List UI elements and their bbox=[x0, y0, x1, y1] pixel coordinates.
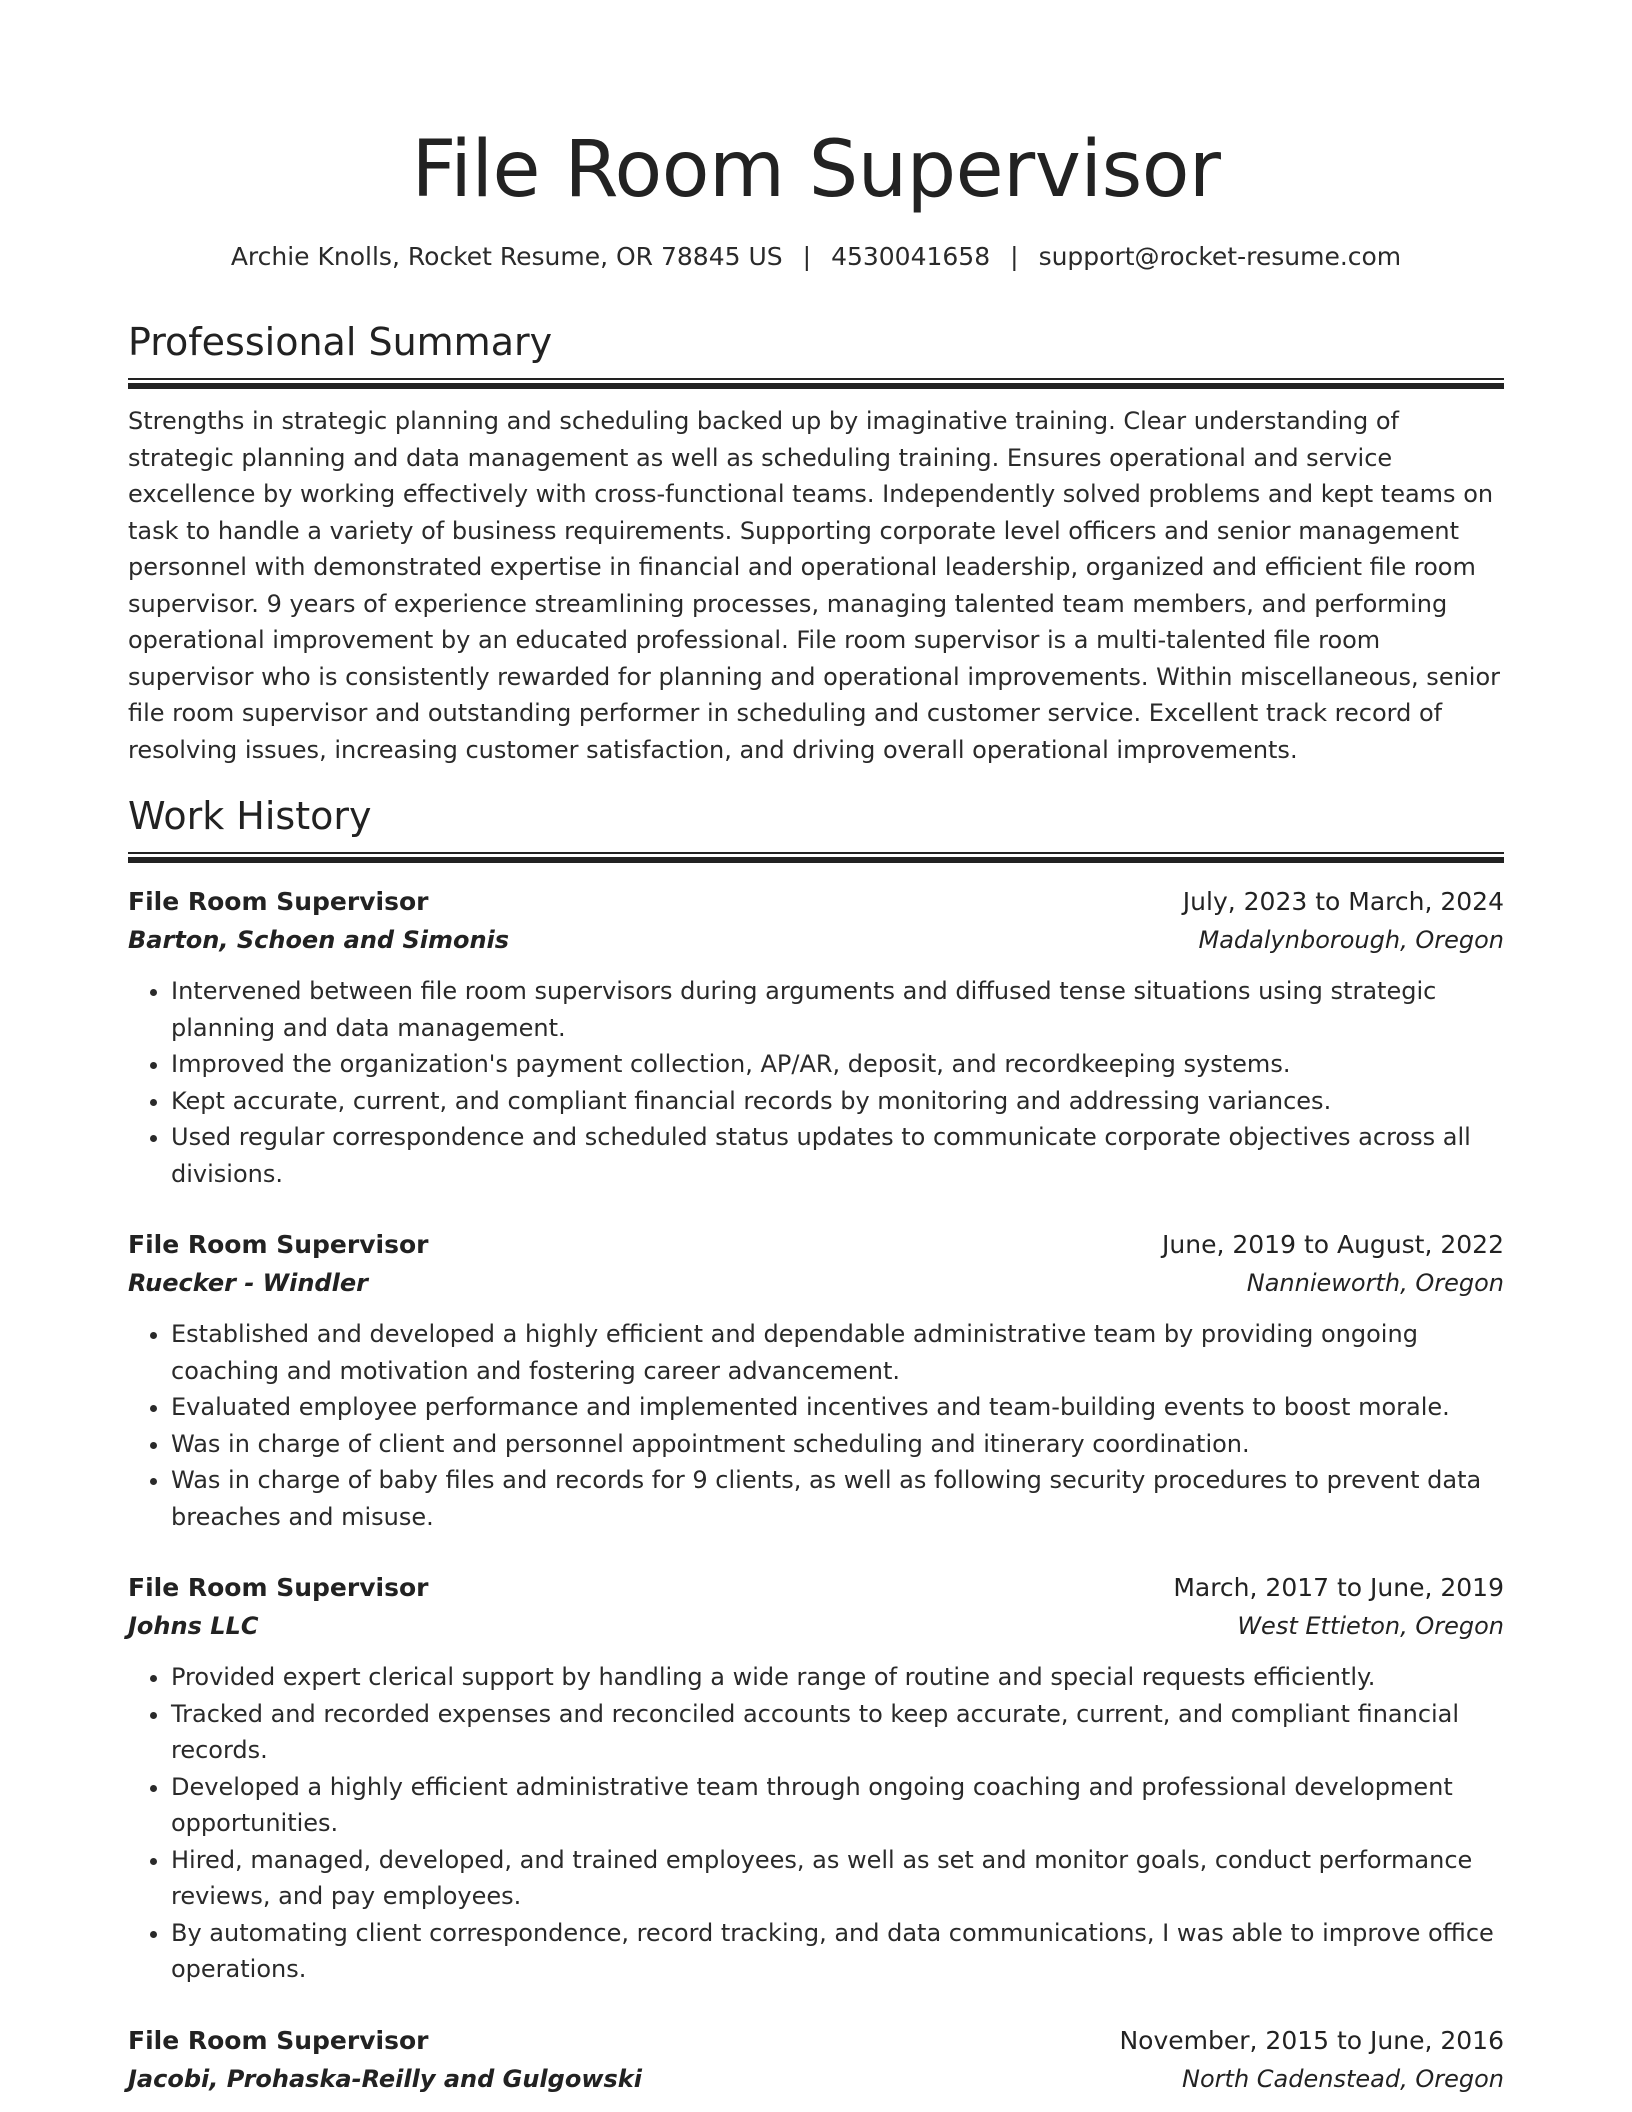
job-dates: June, 2019 to August, 2022 bbox=[1162, 1230, 1504, 1259]
job-entry bbox=[128, 883, 1504, 1192]
job-entry bbox=[128, 1226, 1504, 1535]
section-divider bbox=[128, 378, 1504, 389]
job-dates: November, 2015 to June, 2016 bbox=[1119, 2025, 1504, 2055]
job-bullet-list bbox=[128, 973, 1504, 1192]
professional-summary-section bbox=[128, 318, 1504, 768]
job-bullet: • Was in charge of baby files and records for 9 clients, as well as following security procedures to prevent data breaches and misuse. bbox=[171, 1462, 1504, 1535]
summary-paragraph: Strengths in strategic planning and scheduling backed up by imaginative training. Clear understanding of strategic planning and data management as well as scheduling training. Ensures operational and service excellence by working effectively with cross-functional teams. Independently solved problems and kept teams on task to handle a variety of business requirements. Supporting corporate level officers and senior management personnel with demonstrated expertise in financial and operational leadership, organized and efficient file room supervisor. 9 years of experience streamlining processes, managing talented team members, and performing operational improvement by an educated professional. File room supervisor is a multi-talented file room supervisor who is consistently rewarded for planning and operational improvements. Within miscellaneous, senior file room supervisor and outstanding performer in scheduling and customer service. Excellent track record of resolving issues, increasing customer satisfaction, and driving overall operational improvements. bbox=[128, 407, 1501, 764]
job-company: Ruecker - Windler bbox=[128, 1269, 368, 1297]
job-company: Jacobi, Prohaska-Reilly and Gulgowski bbox=[128, 2064, 642, 2093]
job-company: Barton, Schoen and Simonis bbox=[128, 926, 510, 954]
job-entry bbox=[128, 2022, 1504, 2098]
contact-line bbox=[128, 240, 1504, 274]
job-company-row bbox=[128, 1607, 1504, 1645]
contact-separator: | bbox=[802, 242, 812, 271]
contact-address: Archie Knolls, Rocket Resume, OR 78845 US bbox=[230, 242, 783, 271]
job-location: Madalynborough, Oregon bbox=[1198, 926, 1504, 954]
job-dates: July, 2023 to March, 2024 bbox=[1182, 887, 1504, 916]
job-title-row bbox=[128, 2022, 1504, 2060]
job-entry bbox=[128, 1569, 1504, 1988]
job-title-row bbox=[128, 883, 1504, 921]
job-bullet: • Intervened between file room supervisors during arguments and diffused tense situations using strategic planning and data management. bbox=[171, 973, 1504, 1046]
contact-email: support@rocket-resume.com bbox=[1038, 242, 1402, 271]
job-title: File Room Supervisor bbox=[128, 887, 429, 916]
job-bullet: • Developed a highly efficient administrative team through ongoing coaching and professional development opportunities. bbox=[171, 1769, 1504, 1842]
job-bullet: • Tracked and recorded expenses and reconciled accounts to keep accurate, current, and compliant financial records. bbox=[171, 1696, 1504, 1769]
job-bullet: • Was in charge of client and personnel appointment scheduling and itinerary coordination. bbox=[171, 1426, 1504, 1463]
contact-phone: 4530041658 bbox=[831, 242, 991, 271]
job-title: File Room Supervisor bbox=[128, 1573, 429, 1602]
work-history-section bbox=[128, 792, 1504, 2098]
job-bullet: • Used regular correspondence and scheduled status updates to communicate corporate objectives across all divisions. bbox=[171, 1119, 1504, 1192]
job-title: File Room Supervisor bbox=[128, 1230, 429, 1259]
job-location: North Cadenstead, Oregon bbox=[1182, 2064, 1504, 2093]
job-company: Johns LLC bbox=[128, 1612, 259, 1640]
job-bullet-list bbox=[128, 1659, 1504, 1988]
job-company-row bbox=[128, 921, 1504, 959]
job-bullet-list bbox=[128, 1316, 1504, 1535]
section-heading-work-history: Work History bbox=[128, 794, 372, 838]
job-bullet: • Provided expert clerical support by handling a wide range of routine and special requests efficiently. bbox=[171, 1659, 1504, 1696]
job-dates: March, 2017 to June, 2019 bbox=[1173, 1573, 1504, 1602]
resume-title: File Room Supervisor bbox=[411, 125, 1221, 215]
job-location: West Ettieton, Oregon bbox=[1237, 1612, 1504, 1640]
section-divider bbox=[128, 852, 1504, 863]
job-location: Nannieworth, Oregon bbox=[1246, 1269, 1504, 1297]
job-bullet: • Hired, managed, developed, and trained employees, as well as set and monitor goals, conduct performance reviews, and pay employees. bbox=[171, 1842, 1504, 1915]
job-list bbox=[128, 883, 1504, 2098]
job-company-row bbox=[128, 2060, 1504, 2098]
job-bullet: • Established and developed a highly efficient and dependable administrative team by providing ongoing coaching and motivation and fostering career advancement. bbox=[171, 1316, 1504, 1389]
contact-separator: | bbox=[1010, 242, 1019, 271]
job-title: File Room Supervisor bbox=[128, 2025, 429, 2055]
job-bullet: • By automating client correspondence, record tracking, and data communications, I was able to improve office operations. bbox=[171, 1915, 1504, 1988]
job-bullet: • Evaluated employee performance and implemented incentives and team-building events to boost morale. bbox=[171, 1389, 1504, 1426]
job-company-row bbox=[128, 1264, 1504, 1302]
job-title-row bbox=[128, 1569, 1504, 1607]
section-heading-summary: Professional Summary bbox=[128, 320, 553, 364]
job-title-row bbox=[128, 1226, 1504, 1264]
job-bullet: • Kept accurate, current, and compliant financial records by monitoring and addressing variances. bbox=[171, 1083, 1504, 1120]
job-bullet: • Improved the organization's payment collection, AP/AR, deposit, and recordkeeping systems. bbox=[171, 1046, 1504, 1083]
